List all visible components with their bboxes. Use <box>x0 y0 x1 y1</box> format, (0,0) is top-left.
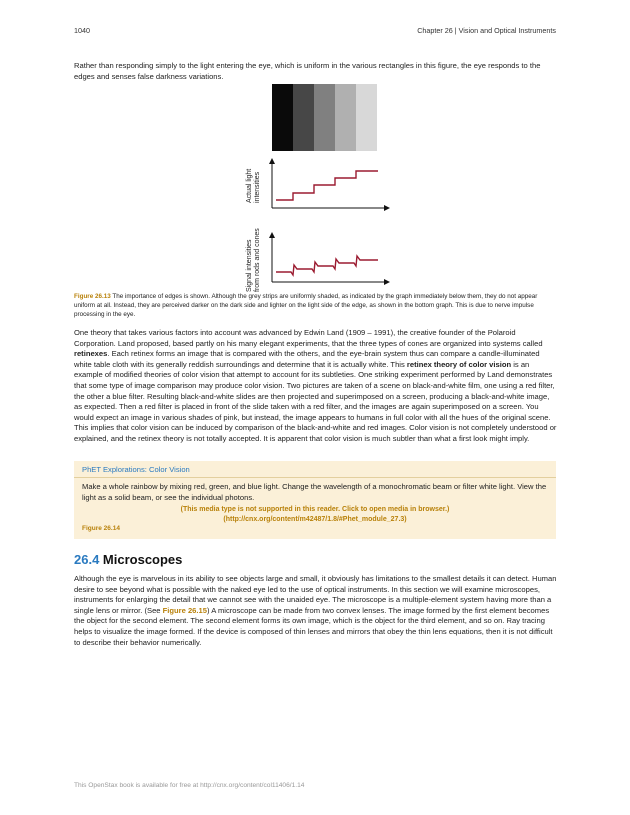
grey-strip-2 <box>293 84 314 151</box>
bottom-graph-signal-curve <box>276 256 378 275</box>
retinex-paragraph: One theory that takes various factors into account was advanced by Edwin Land (1909 – 1991), the creative founder of the Polaroid Corporation. Land proposed, based partly on his many elegant experiments, that the three types of cones are organized into systems called retinexes. Each retinex forms an image that is compared with the others, and the eye-brain system thus can compare a candle-illuminated white table cloth with its generally reddish surroundings and determine that it is actually white. This retinex theory of color vision is an example of modified theories of color vision that attempt to account for its subtleties. One striking experiment performed by Land demonstrates that some type of image comparison may produce color vision. Two pictures are taken of a scene on black-and-white film, one using a red filter, the other a blue filter. Resulting black-and-white slides are then projected and superimposed on a screen, producing a black-and-white image, as expected. Then a red filter is placed in front of the slide taken with a red filter, and the images are again superimposed on a screen. You would expect an image in various shades of pink, but instead, the image appears to humans in full color with all the hues of the original scene. This implies that color vision can be induced by comparison of the black-and-white and red images. Color vision is not completely understood or explained, and the retinex theory is not totally accepted. It is apparent that color vision is much subtler than what a first look might imply. <box>74 328 557 443</box>
page-footer: This OpenStax book is available for free at http://cnx.org/content/col11406/1.14 <box>74 782 305 789</box>
phet-divider <box>74 477 556 478</box>
page-number: 1040 <box>74 26 90 35</box>
chapter-header: Chapter 26 | Vision and Optical Instruments <box>417 26 556 35</box>
caption-text: The importance of edges is shown. Although the grey strips are uniformly shaded, as indicated by the graph immediately below them, they do not appear uniform at all. Instead, they are perceived darker on the dark side and lighter on the light side of the edge, as shown in the bottom graph. This is due to nerve impulse processing in the eye. <box>74 293 538 318</box>
phet-media-link[interactable]: (This media type is not supported in this reader. Click to open media in browser.) (http://cnx.org/content/m42487/1.8/#Phet_module_27.3) <box>180 506 450 523</box>
section-title: Microscopes <box>99 552 183 567</box>
term-retinexes: retinexes <box>74 349 108 359</box>
top-graph-y-label: Actual light intensities <box>246 168 261 203</box>
top-graph-intensity-curve <box>276 171 378 200</box>
phet-explorations-box <box>74 461 556 539</box>
bottom-graph-x-arrow <box>384 279 390 285</box>
microscopes-paragraph: Although the eye is marvelous in its ability to see objects large and small, it obviously has limitations to the smallest details it can detect. Human desire to see beyond what is possible with the naked eye led to the use of optical instruments. In this section we will examine microscopes, instruments for enlarging the detail that we cannot see with the unaided eye. The microscope is a multiple-element system having more than a single lens or mirror. (See Figure 26.15) A microscope can be made from two convex lenses. The image formed by the first element becomes the object for the second element. The second element forms its own image, which is the object for the third element, and so on. Ray tracing helps to visualize the image formed. If the device is composed of thin lenses and mirrors that obey the thin lens equations, then it is not difficult to describe their behavior numerically. <box>74 574 557 647</box>
top-graph <box>269 158 390 211</box>
grey-strip-4 <box>335 84 356 151</box>
bottom-graph-y-arrow <box>269 232 275 238</box>
bottom-graph <box>269 232 390 285</box>
edge-perception-diagram <box>242 82 392 292</box>
section-number: 26.4 <box>74 552 100 567</box>
term-retinex-theory: retinex theory of color vision <box>406 359 512 369</box>
top-graph-y-arrow <box>269 158 275 164</box>
grey-strip-3 <box>314 84 335 151</box>
figure-26-13 <box>242 82 392 292</box>
grey-strip-5 <box>356 84 377 151</box>
figure-label[interactable]: Figure 26.13 <box>74 293 111 300</box>
figure-caption <box>74 293 556 320</box>
bottom-graph-y-label: Signal intensities from rods and cones <box>246 228 261 292</box>
top-graph-x-arrow <box>384 205 390 211</box>
phet-description: Make a whole rainbow by mixing red, green, and blue light. Change the wavelength of a monochromatic beam or filter white light. View the light as a solid beam, or see the individual photons. <box>82 482 547 502</box>
section-heading <box>74 552 182 567</box>
phet-title: PhET Explorations: Color Vision <box>82 465 190 474</box>
figure-26-15-link[interactable]: Figure 26.15 <box>162 605 207 615</box>
phet-figure-label: Figure 26.14 <box>82 525 120 532</box>
grey-strip-1 <box>272 84 293 151</box>
intro-paragraph: Rather than responding simply to the light entering the eye, which is uniform in the various rectangles in this figure, the eye responds to the edges and senses false darkness variations. <box>74 61 541 81</box>
